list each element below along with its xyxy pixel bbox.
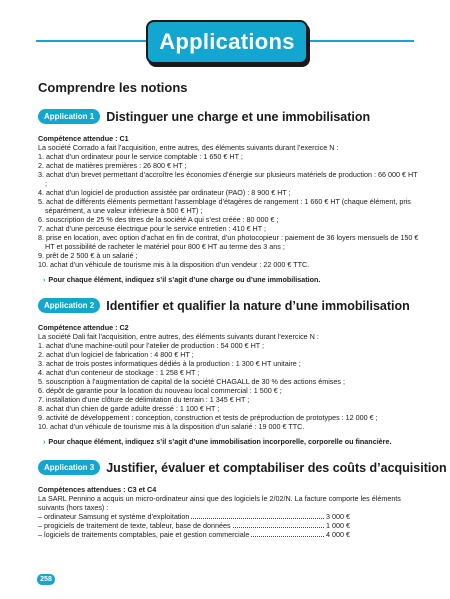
page-title: Applications — [146, 20, 308, 64]
page-header — [0, 14, 450, 62]
arrow-bullet-icon: › — [43, 437, 46, 446]
application-2 — [38, 298, 420, 446]
application-title: Distinguer une charge et une immobilisation — [106, 109, 371, 124]
application-badge: Application 3 — [38, 460, 100, 475]
list-item: 10. achat d’un véhicule de tourisme mis à la disposition d’un vendeur : 22 000 € TTC. — [38, 260, 310, 269]
invoice-line-label: – progiciels de traitement de texte, tableur, base de données — [38, 521, 231, 530]
list-item: 8. prise en location, avec option d’achat en fin de contrat, d’un photocopieur : paiement de 36 loyers mensuels de 150 € HT et possibilité de racheter le matériel pour 800 € HT au terme des 3 ans ; — [38, 233, 419, 251]
list-item: 10. achat d’un véhicule de tourisme mis à la disposition d’un salarié : 19 000 € TTC. — [38, 422, 305, 431]
competence-label: Compétence attendue : C2 — [38, 323, 129, 332]
intro-text: La SARL Pennino a acquis un micro-ordinateur ainsi que des logiciels le 2/02/N. La facture comporte les éléments suivants (hors taxes) : — [38, 494, 401, 512]
list-item: 5. achat de différents éléments permettant l’assemblage d’étagères de rangement : 1 660 € HT (chaque élément, pris séparément, a une valeur inférieure à 500 € HT) ; — [38, 197, 411, 215]
application-2-header — [38, 298, 420, 313]
list-item: 6. dépôt de garantie pour la location du nouveau local commercial : 1 500 € ; — [38, 386, 282, 395]
list-item: 3. achat d’un brevet permettant d’accroître les économies d’énergie sur plusieurs matériels de production : 66 000 € HT ; — [38, 170, 418, 188]
list-item: 4. achat d’un conteneur de stockage : 1 258 € HT ; — [38, 368, 200, 377]
list-item: 1. achat d’une machine-outil pour l’atelier de production : 54 000 € HT ; — [38, 341, 265, 350]
invoice-line — [38, 521, 350, 530]
list-item: 3. achat de trois postes informatiques dédiés à la production : 1 300 € HT unitaire ; — [38, 359, 301, 368]
application-3 — [38, 460, 447, 539]
invoice-line-amount: 1 000 € — [326, 521, 350, 530]
list-item: 6. souscription de 25 % des titres de la société A qui s’est créée : 80 000 € ; — [38, 215, 279, 224]
list-item: 4. achat d’un logiciel de production assistée par ordinateur (PAO) : 8 900 € HT ; — [38, 188, 291, 197]
application-3-header — [38, 460, 447, 475]
dot-leader — [233, 521, 324, 528]
competence-label: Compétence attendue : C1 — [38, 134, 129, 143]
list-item: 7. installation d’une clôture de délimitation du terrain : 1 345 € HT ; — [38, 395, 250, 404]
application-title: Justifier, évaluer et comptabiliser des coûts d’acquisition — [106, 460, 447, 475]
invoice-line-label: – logiciels de traitements comptables, paie et gestion commerciale — [38, 530, 250, 539]
dot-leader — [191, 512, 324, 519]
page-content — [38, 80, 447, 539]
item-list — [38, 152, 420, 269]
list-item: 5. souscription à l’augmentation de capital de la société CHAGALL de 30 % des actions émises ; — [38, 377, 345, 386]
dot-leader — [251, 530, 324, 537]
list-item: 1. achat d’un ordinateur pour le service comptable : 1 650 € HT ; — [38, 152, 243, 161]
list-item: 9. activité de développement : conception, construction et tests de préproduction de prototypes : 12 000 € ; — [38, 413, 378, 422]
invoice-line — [38, 512, 350, 521]
application-badge: Application 2 — [38, 298, 100, 313]
intro-text: La société Corrado a fait l’acquisition, entre autres, des éléments suivants durant l’exercice N : — [38, 143, 339, 152]
invoice-line-label: – ordinateur Samsung et système d’exploitation — [38, 512, 190, 521]
section-title: Comprendre les notions — [38, 80, 188, 95]
application-1 — [38, 109, 420, 284]
instruction-text: Pour chaque élément, indiquez s’il s’agit d’une immobilisation incorporelle, corporelle ou financière. — [48, 437, 392, 446]
invoice-line-amount: 4 000 € — [326, 530, 350, 539]
invoice-line-amount: 3 000 € — [326, 512, 350, 521]
list-item: 2. achat d’un logiciel de fabrication : 4 800 € HT ; — [38, 350, 194, 359]
competence-label: Compétences attendues : C3 et C4 — [38, 485, 157, 494]
list-item: 9. prêt de 2 500 € à un salarié ; — [38, 251, 138, 260]
arrow-bullet-icon: › — [43, 275, 46, 284]
application-badge: Application 1 — [38, 109, 100, 124]
application-1-header — [38, 109, 420, 124]
application-title: Identifier et qualifier la nature d’une immobilisation — [106, 298, 410, 313]
instruction — [38, 275, 420, 284]
instruction-text: Pour chaque élément, indiquez s’il s’agit d’une charge ou d’une immobilisation. — [48, 275, 321, 284]
invoice-line — [38, 530, 350, 539]
item-list — [38, 341, 420, 431]
list-item: 8. achat d’un chien de garde adulte dressé : 1 100 € HT ; — [38, 404, 220, 413]
list-item: 7. achat d’une perceuse électrique pour le service entretien : 410 € HT ; — [38, 224, 267, 233]
intro-text: La société Dali fait l’acquisition, entre autres, des éléments suivants durant l’exercice N : — [38, 332, 319, 341]
instruction — [38, 437, 420, 446]
list-item: 2. achat de matières premières : 26 800 € HT ; — [38, 161, 187, 170]
page-number: 258 — [37, 574, 55, 585]
